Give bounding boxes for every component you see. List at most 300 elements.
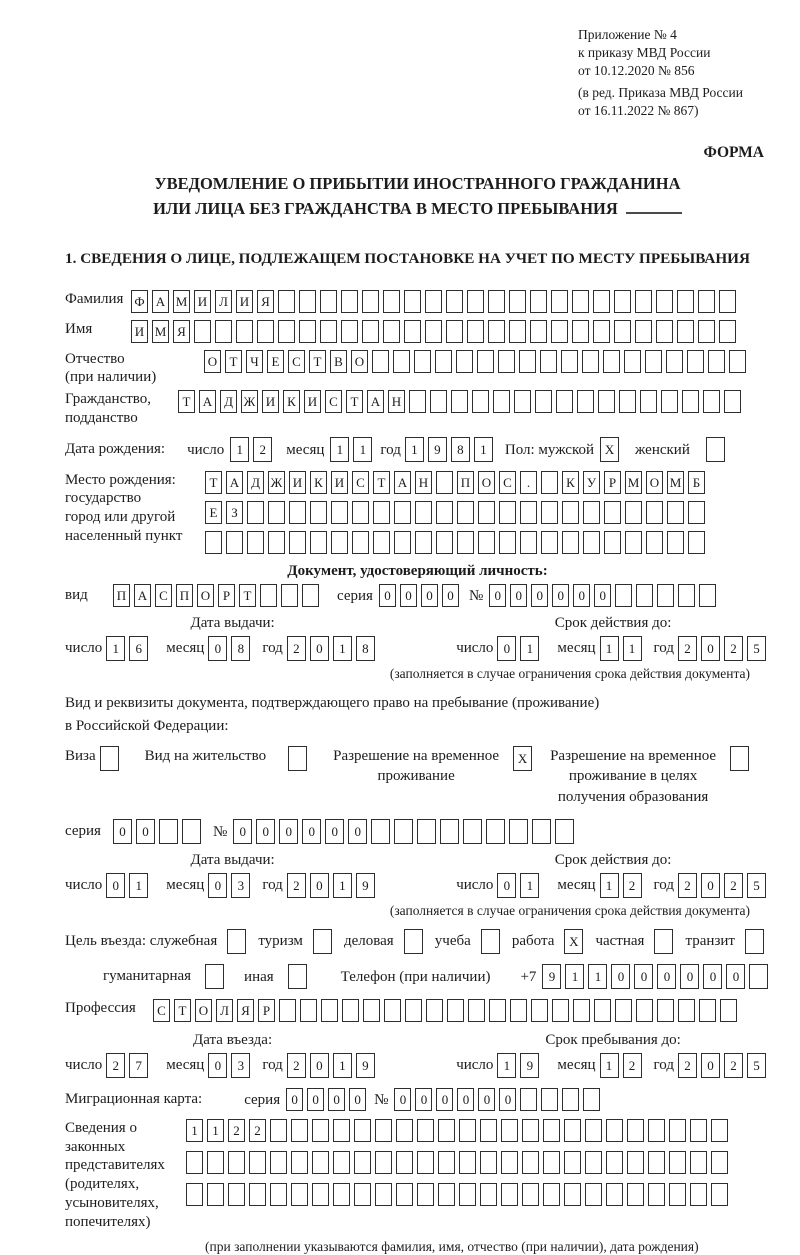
form-cell: А <box>134 584 151 607</box>
patronymic-field[interactable] <box>204 350 746 373</box>
form-cell <box>493 390 510 413</box>
form-cell <box>331 531 348 554</box>
form-cell: 5 <box>747 873 766 898</box>
form-cell <box>352 501 369 524</box>
amendment-line: от 16.11.2022 № 867) <box>578 103 699 119</box>
purpose-tourism-checkbox[interactable] <box>313 929 338 954</box>
form-cell <box>288 746 307 771</box>
res-number-field[interactable] <box>233 819 574 844</box>
year-label: год <box>262 639 283 656</box>
form-cell <box>333 1151 350 1174</box>
form-cell: 9 <box>428 437 447 462</box>
form-cell: 0 <box>457 1088 474 1111</box>
form-cell <box>467 290 484 313</box>
form-cell <box>687 350 704 373</box>
form-cell <box>320 320 337 343</box>
form-cell <box>552 999 569 1022</box>
entry-day-field[interactable] <box>106 1053 148 1078</box>
form-cell <box>394 501 411 524</box>
birth-day-field[interactable] <box>230 437 272 462</box>
mig-series-label: серия <box>244 1091 281 1108</box>
form-cell: О <box>478 471 495 494</box>
res-valid-year-field[interactable] <box>678 873 766 898</box>
form-cell <box>690 1119 707 1142</box>
form-cell <box>299 320 316 343</box>
form-cell: 2 <box>724 873 743 898</box>
res-series-field[interactable] <box>113 819 201 844</box>
form-cell: 0 <box>208 636 227 661</box>
form-cell: 0 <box>208 873 227 898</box>
purpose-transit-label: транзит <box>685 932 735 949</box>
appendix-line: от 10.12.2020 № 856 <box>578 62 695 78</box>
form-cell <box>472 390 489 413</box>
purpose-study-checkbox[interactable] <box>481 929 506 954</box>
form-cell <box>468 999 485 1022</box>
representatives-row1-field[interactable] <box>186 1119 728 1142</box>
form-cell <box>481 929 500 954</box>
form-cell: Т <box>346 390 363 413</box>
form-cell <box>362 290 379 313</box>
form-cell <box>656 320 673 343</box>
name-label: Имя <box>65 320 93 337</box>
form-cell: 8 <box>451 437 470 462</box>
form-cell: И <box>331 471 348 494</box>
profession-label: Профессия <box>65 999 136 1016</box>
form-cell: 1 <box>497 1053 516 1078</box>
form-cell <box>373 531 390 554</box>
mig-series-field[interactable] <box>286 1088 366 1111</box>
form-cell: А <box>367 390 384 413</box>
form-cell: Т <box>225 350 242 373</box>
form-cell <box>312 1119 329 1142</box>
sex-female-checkbox[interactable] <box>706 437 725 462</box>
form-cell: 0 <box>379 584 396 607</box>
form-cell: X <box>600 437 619 462</box>
form-cell <box>646 531 663 554</box>
form-cell: Т <box>174 999 191 1022</box>
form-cell <box>677 320 694 343</box>
form-cell: Е <box>205 501 222 524</box>
form-cell <box>690 1151 707 1174</box>
form-cell <box>640 390 657 413</box>
form-cell: К <box>283 390 300 413</box>
form-cell <box>729 350 746 373</box>
profession-field[interactable] <box>153 999 737 1022</box>
form-cell <box>706 437 725 462</box>
form-cell <box>543 1183 560 1206</box>
form-cell <box>186 1183 203 1206</box>
res-valid-month-field[interactable] <box>600 873 642 898</box>
form-cell: 1 <box>588 964 607 989</box>
form-cell: 9 <box>356 1053 375 1078</box>
form-cell <box>396 1119 413 1142</box>
form-cell <box>543 1119 560 1142</box>
form-cell: 0 <box>657 964 676 989</box>
form-cell <box>417 1151 434 1174</box>
form-cell <box>703 390 720 413</box>
form-cell <box>425 320 442 343</box>
stay-year-field[interactable] <box>678 1053 766 1078</box>
form-cell <box>698 320 715 343</box>
form-cell: 5 <box>747 636 766 661</box>
form-cell <box>278 290 295 313</box>
form-cell: 0 <box>703 964 722 989</box>
year-label: год <box>653 1056 674 1073</box>
form-cell: О <box>195 999 212 1022</box>
form-cell: 0 <box>680 964 699 989</box>
form-cell: 0 <box>499 1088 516 1111</box>
form-cell <box>585 1183 602 1206</box>
form-cell: А <box>226 471 243 494</box>
section1-heading: 1. СВЕДЕНИЯ О ЛИЦЕ, ПОДЛЕЖАЩЕМ ПОСТАНОВКЕ НА УЧЕТ ПО МЕСТУ ПРЕБЫВАНИЯ <box>65 249 750 267</box>
form-cell <box>463 819 482 844</box>
form-cell <box>656 290 673 313</box>
purpose-official-label: Цель въезда: служебная <box>65 932 218 949</box>
form-cell <box>363 999 380 1022</box>
form-cell: Б <box>688 471 705 494</box>
form-cell: И <box>131 320 148 343</box>
form-cell <box>226 531 243 554</box>
form-cell <box>509 320 526 343</box>
form-cell <box>541 531 558 554</box>
form-cell <box>320 290 337 313</box>
form-cell <box>543 1151 560 1174</box>
form-cell <box>522 1151 539 1174</box>
representatives-note: (при заполнении указываются фамилия, имя, отчество (при наличии), дата рождения) <box>205 1239 699 1255</box>
form-cell <box>711 1119 728 1142</box>
residence-permit-checkbox[interactable] <box>288 746 307 771</box>
temp-residence-edu-checkbox[interactable] <box>730 746 749 771</box>
form-cell <box>541 501 558 524</box>
form-cell <box>555 819 574 844</box>
form-cell: 0 <box>634 964 653 989</box>
form-cell <box>281 584 298 607</box>
purpose-private-checkbox[interactable] <box>654 929 679 954</box>
form-cell <box>583 501 600 524</box>
form-cell <box>393 350 410 373</box>
form-cell <box>551 320 568 343</box>
sex-female-label: женский <box>635 441 690 458</box>
birth-month-field[interactable] <box>330 437 372 462</box>
form-cell: Н <box>415 471 432 494</box>
purpose-business-checkbox[interactable] <box>404 929 429 954</box>
form-cell: 0 <box>256 819 275 844</box>
form-cell <box>342 999 359 1022</box>
form-cell: 0 <box>136 819 155 844</box>
form-cell <box>635 290 652 313</box>
form-cell: 0 <box>307 1088 324 1111</box>
year-label: год <box>653 639 674 656</box>
form-cell <box>606 1183 623 1206</box>
form-cell <box>310 531 327 554</box>
surname-label: Фамилия <box>65 290 124 307</box>
form-cell <box>270 1151 287 1174</box>
form-cell <box>100 746 119 771</box>
birth-place-label: Место рождения: государство город или другой населенный пункт <box>65 471 183 544</box>
form-cell: 0 <box>726 964 745 989</box>
form-cell: М <box>667 471 684 494</box>
form-cell <box>426 999 443 1022</box>
form-cell: 0 <box>442 584 459 607</box>
purpose-other-checkbox[interactable] <box>288 964 307 989</box>
form-cell <box>520 531 537 554</box>
form-cell: У <box>583 471 600 494</box>
id-kind-field[interactable] <box>113 584 319 607</box>
form-cell: 1 <box>520 636 539 661</box>
visit-purpose-row <box>65 929 770 954</box>
surname-field[interactable] <box>131 290 736 313</box>
month-label: месяц <box>286 441 325 458</box>
form-cell: 1 <box>230 437 249 462</box>
form-cell <box>583 531 600 554</box>
mig-number-sign: № <box>374 1091 389 1108</box>
form-cell <box>207 1151 224 1174</box>
form-cell <box>404 290 421 313</box>
form-cell: 3 <box>231 873 250 898</box>
form-cell <box>510 999 527 1022</box>
form-cell: Т <box>309 350 326 373</box>
form-cell <box>477 350 494 373</box>
id-issue-year-field[interactable] <box>287 636 375 661</box>
representatives-row2-field[interactable] <box>186 1151 728 1174</box>
stay-month-field[interactable] <box>600 1053 642 1078</box>
form-cell: 9 <box>520 1053 539 1078</box>
form-cell: 0 <box>478 1088 495 1111</box>
form-cell <box>341 320 358 343</box>
purpose-transit-checkbox[interactable] <box>745 929 770 954</box>
form-cell: 2 <box>724 1053 743 1078</box>
res-series-label: серия <box>65 822 101 839</box>
purpose-work-label: работа <box>511 932 555 949</box>
id-issue-month-field[interactable] <box>208 636 250 661</box>
form-cell <box>430 390 447 413</box>
form-cell: 0 <box>348 819 367 844</box>
id-number-sign: № <box>468 587 484 604</box>
form-cell <box>627 1151 644 1174</box>
form-cell <box>467 320 484 343</box>
birth-place-row1-field[interactable] <box>205 471 705 494</box>
visa-checkbox[interactable] <box>100 746 119 771</box>
form-cell <box>699 584 716 607</box>
form-cell <box>488 290 505 313</box>
form-cell <box>288 964 307 989</box>
form-cell <box>228 1151 245 1174</box>
appendix-line: Приложение № 4 <box>578 27 677 42</box>
form-cell <box>270 1183 287 1206</box>
phone-number-field[interactable] <box>542 964 768 989</box>
res-valid-day-field[interactable] <box>497 873 539 898</box>
form-cell: Ж <box>241 390 258 413</box>
form-cell <box>654 929 673 954</box>
form-cell <box>489 999 506 1022</box>
form-cell <box>480 1119 497 1142</box>
form-cell <box>498 350 515 373</box>
form-cell <box>625 501 642 524</box>
form-cell <box>594 999 611 1022</box>
form-cell: 2 <box>678 1053 697 1078</box>
form-cell: 2 <box>287 873 306 898</box>
form-cell <box>646 501 663 524</box>
form-cell <box>228 1183 245 1206</box>
id-series-label: серия <box>337 587 373 604</box>
form-cell <box>383 290 400 313</box>
id-valid-until-label: Срок действия до: <box>554 614 672 631</box>
form-cell <box>182 819 201 844</box>
entry-month-field[interactable] <box>208 1053 250 1078</box>
form-cell <box>362 320 379 343</box>
form-cell: А <box>152 290 169 313</box>
form-cell: 2 <box>249 1119 266 1142</box>
day-label: число <box>187 441 225 458</box>
form-cell <box>688 531 705 554</box>
res-issue-day-field[interactable] <box>106 873 148 898</box>
day-label: число <box>65 1056 103 1073</box>
form-cell <box>604 531 621 554</box>
id-series-field[interactable] <box>379 584 459 607</box>
form-cell: 0 <box>328 1088 345 1111</box>
day-label: число <box>456 876 494 893</box>
form-cell: 1 <box>353 437 372 462</box>
form-cell: М <box>625 471 642 494</box>
form-cell <box>417 1183 434 1206</box>
form-cell <box>669 1183 686 1206</box>
form-cell <box>657 999 674 1022</box>
form-cell <box>682 390 699 413</box>
form-cell <box>268 531 285 554</box>
form-cell: 6 <box>129 636 148 661</box>
form-cell: 8 <box>231 636 250 661</box>
form-cell <box>625 531 642 554</box>
form-cell: 1 <box>333 873 352 898</box>
form-cell <box>459 1183 476 1206</box>
citizenship-field[interactable] <box>178 390 741 413</box>
res-restriction-note: (заполняется в случае ограничения срока действия документа) <box>389 902 750 918</box>
month-label: месяц <box>166 1056 205 1073</box>
birth-year-field[interactable] <box>405 437 493 462</box>
form-cell <box>577 390 594 413</box>
form-cell <box>645 350 662 373</box>
form-cell <box>749 964 768 989</box>
res-number-sign: № <box>212 823 228 840</box>
form-cell <box>457 531 474 554</box>
form-cell <box>436 471 453 494</box>
year-label: год <box>380 441 401 458</box>
form-cell <box>478 531 495 554</box>
form-cell <box>457 501 474 524</box>
form-cell <box>371 819 390 844</box>
entry-year-field[interactable] <box>287 1053 375 1078</box>
form-cell <box>249 1183 266 1206</box>
temp-residence-edu-label: Разрешение на временное проживание в целях получения образования <box>550 748 717 805</box>
form-cell <box>562 501 579 524</box>
form-cell <box>354 1183 371 1206</box>
form-cell: Р <box>218 584 235 607</box>
form-cell: 5 <box>747 1053 766 1078</box>
day-label: число <box>65 639 103 656</box>
form-cell: 1 <box>330 437 349 462</box>
form-cell: 2 <box>287 1053 306 1078</box>
purpose-official-checkbox[interactable] <box>227 929 252 954</box>
form-cell <box>606 1119 623 1142</box>
form-cell: 1 <box>333 636 352 661</box>
form-cell <box>501 1119 518 1142</box>
form-cell: 2 <box>678 636 697 661</box>
form-cell: 0 <box>436 1088 453 1111</box>
mig-number-field[interactable] <box>394 1088 600 1111</box>
birth-place-row3-field[interactable] <box>205 531 705 554</box>
appendix-line: к приказу МВД России <box>578 44 711 60</box>
id-valid-day-field[interactable] <box>497 636 539 661</box>
form-cell <box>593 320 610 343</box>
id-issue-date-label: Дата выдачи: <box>190 614 275 631</box>
form-cell <box>615 584 632 607</box>
form-cell: 0 <box>310 636 329 661</box>
form-cell <box>456 350 473 373</box>
form-cell: 1 <box>623 636 642 661</box>
temp-residence-checkbox[interactable] <box>513 746 532 771</box>
form-cell <box>459 1119 476 1142</box>
month-label: месяц <box>166 876 205 893</box>
form-cell: А <box>394 471 411 494</box>
form-cell <box>614 320 631 343</box>
form-cell: 0 <box>531 584 548 607</box>
form-cell: Т <box>239 584 256 607</box>
form-cell <box>373 501 390 524</box>
form-cell <box>291 1151 308 1174</box>
form-cell <box>636 999 653 1022</box>
res-issue-year-field[interactable] <box>287 873 375 898</box>
form-cell: О <box>197 584 214 607</box>
form-cell <box>446 320 463 343</box>
form-cell <box>446 290 463 313</box>
form-cell <box>648 1183 665 1206</box>
id-number-field[interactable] <box>489 584 716 607</box>
form-cell: Я <box>257 290 274 313</box>
form-cell: 0 <box>394 1088 411 1111</box>
form-cell <box>414 350 431 373</box>
purpose-work-checkbox[interactable] <box>564 929 589 954</box>
sex-male-label: Пол: мужской <box>504 441 595 458</box>
migration-card-label: Миграционная карта: <box>65 1090 203 1107</box>
representatives-row3-field[interactable] <box>186 1183 728 1206</box>
form-cell: О <box>351 350 368 373</box>
form-cell <box>720 999 737 1022</box>
day-label: число <box>65 876 103 893</box>
form-cell: 1 <box>186 1119 203 1142</box>
id-issue-day-field[interactable] <box>106 636 148 661</box>
form-cell: А <box>199 390 216 413</box>
form-cell <box>522 1119 539 1142</box>
birth-place-row2-field[interactable] <box>205 501 705 524</box>
id-valid-month-field[interactable] <box>600 636 642 661</box>
form-cell: Т <box>178 390 195 413</box>
name-field[interactable] <box>131 320 736 343</box>
form-cell: 1 <box>474 437 493 462</box>
id-valid-year-field[interactable] <box>678 636 766 661</box>
purpose-humanitarian-label: гуманитарная <box>103 967 192 984</box>
form-cell <box>159 819 178 844</box>
form-cell: Я <box>237 999 254 1022</box>
purpose-humanitarian-checkbox[interactable] <box>205 964 224 989</box>
month-label: месяц <box>557 1056 596 1073</box>
sex-male-checkbox[interactable] <box>600 437 619 462</box>
form-cell: О <box>646 471 663 494</box>
res-issue-month-field[interactable] <box>208 873 250 898</box>
form-cell <box>205 531 222 554</box>
form-cell <box>417 819 436 844</box>
form-cell: 0 <box>701 636 720 661</box>
stay-day-field[interactable] <box>497 1053 539 1078</box>
